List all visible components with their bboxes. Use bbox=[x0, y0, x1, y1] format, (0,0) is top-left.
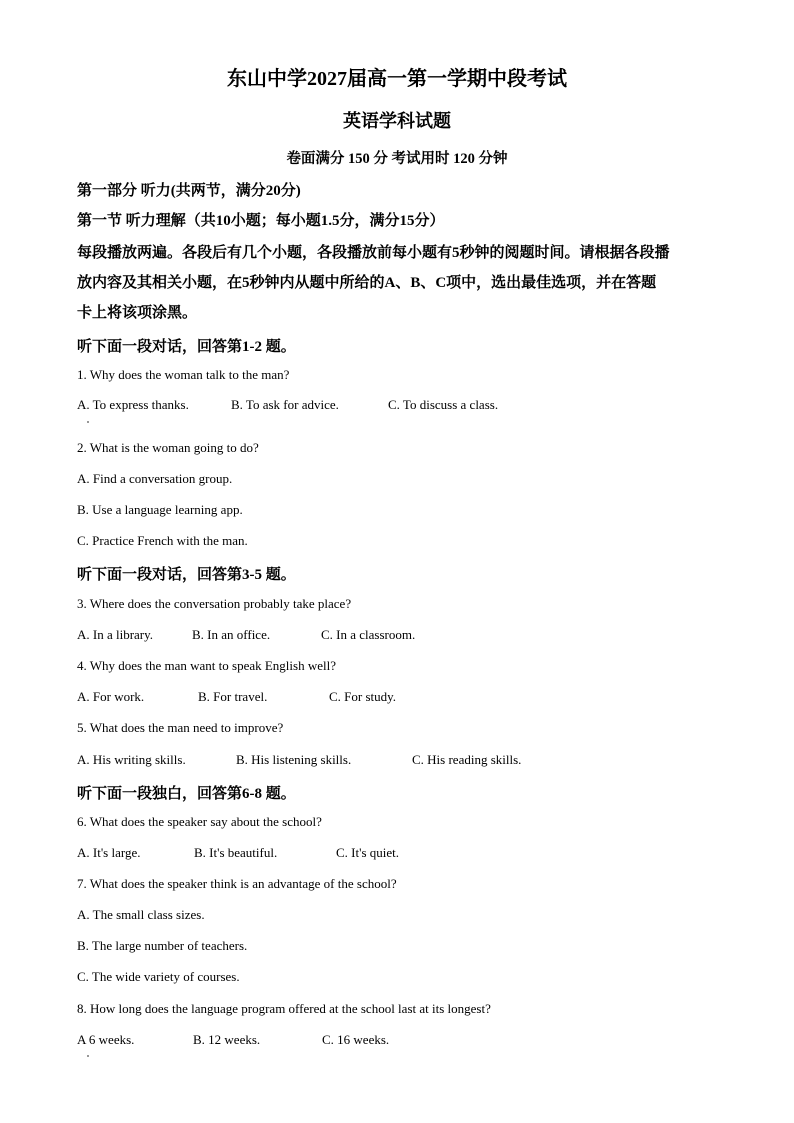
question-8: 8. How long does the language program offered at the school last at its longest? bbox=[77, 1001, 491, 1016]
instruction-line-2: 放内容及其相关小题，在5秒钟内从题中所给的A、B、C项中，选出最佳选项，并在答题 bbox=[77, 275, 657, 291]
exam-title: 东山中学2027届高一第一学期中段考试 bbox=[227, 68, 567, 90]
question-5: 5. What does the man need to improve? bbox=[77, 720, 284, 735]
q3-option-a: A. In a library. bbox=[77, 627, 154, 642]
question-2: 2. What is the woman going to do? bbox=[77, 440, 259, 455]
stray-dot bbox=[87, 1055, 89, 1057]
q1-option-b: B. To ask for advice. bbox=[231, 397, 339, 412]
q1-option-c: C. To discuss a class. bbox=[388, 397, 499, 412]
q7-option-c: C. The wide variety of courses. bbox=[77, 969, 240, 984]
stray-dot bbox=[87, 421, 89, 423]
q4-option-a: A. For work. bbox=[77, 689, 145, 704]
question-6: 6. What does the speaker say about the school? bbox=[77, 814, 322, 829]
group-label-3: 听下面一段独白，回答第6-8 题。 bbox=[77, 786, 296, 802]
instruction-line-3: 卡上将该项涂黑。 bbox=[77, 305, 198, 321]
q2-option-b: B. Use a language learning app. bbox=[77, 502, 243, 517]
group-label-2: 听下面一段对话，回答第3-5 题。 bbox=[77, 567, 296, 583]
q5-option-c: C. His reading skills. bbox=[412, 752, 522, 767]
q8-option-c: C. 16 weeks. bbox=[322, 1032, 390, 1047]
q6-option-a: A. It's large. bbox=[77, 845, 141, 860]
group-label-1: 听下面一段对话，回答第1-2 题。 bbox=[77, 339, 296, 355]
part-heading: 第一部分 听力(共两节，满分20分) bbox=[77, 183, 301, 199]
q5-option-a: A. His writing skills. bbox=[77, 752, 186, 767]
question-3: 3. Where does the conversation probably take place? bbox=[77, 596, 352, 611]
q2-option-c: C. Practice French with the man. bbox=[77, 533, 248, 548]
q4-option-c: C. For study. bbox=[329, 689, 397, 704]
instruction-line-1: 每段播放两遍。各段后有几个小题，各段播放前每小题有5秒钟的阅题时间。请根据各段播 bbox=[77, 245, 670, 261]
q7-option-a: A. The small class sizes. bbox=[77, 907, 205, 922]
q8-option-b: B. 12 weeks. bbox=[193, 1032, 261, 1047]
exam-info: 卷面满分 150 分 考试用时 120 分钟 bbox=[286, 151, 508, 167]
q6-option-c: C. It's quiet. bbox=[336, 845, 400, 860]
q3-option-b: B. In an office. bbox=[192, 627, 271, 642]
q4-option-b: B. For travel. bbox=[198, 689, 268, 704]
q8-option-a: A 6 weeks. bbox=[77, 1032, 135, 1047]
q2-option-a: A. Find a conversation group. bbox=[77, 471, 233, 486]
question-7: 7. What does the speaker think is an advantage of the school? bbox=[77, 876, 397, 891]
q6-option-b: B. It's beautiful. bbox=[194, 845, 278, 860]
q5-option-b: B. His listening skills. bbox=[236, 752, 352, 767]
section-heading: 第一节 听力理解（共10小题；每小题1.5分，满分15分） bbox=[77, 213, 445, 229]
subject-title: 英语学科试题 bbox=[343, 111, 451, 131]
q1-option-a: A. To express thanks. bbox=[77, 397, 189, 412]
question-4: 4. Why does the man want to speak English well? bbox=[77, 658, 336, 673]
q3-option-c: C. In a classroom. bbox=[321, 627, 416, 642]
q7-option-b: B. The large number of teachers. bbox=[77, 938, 248, 953]
question-1: 1. Why does the woman talk to the man? bbox=[77, 367, 290, 382]
